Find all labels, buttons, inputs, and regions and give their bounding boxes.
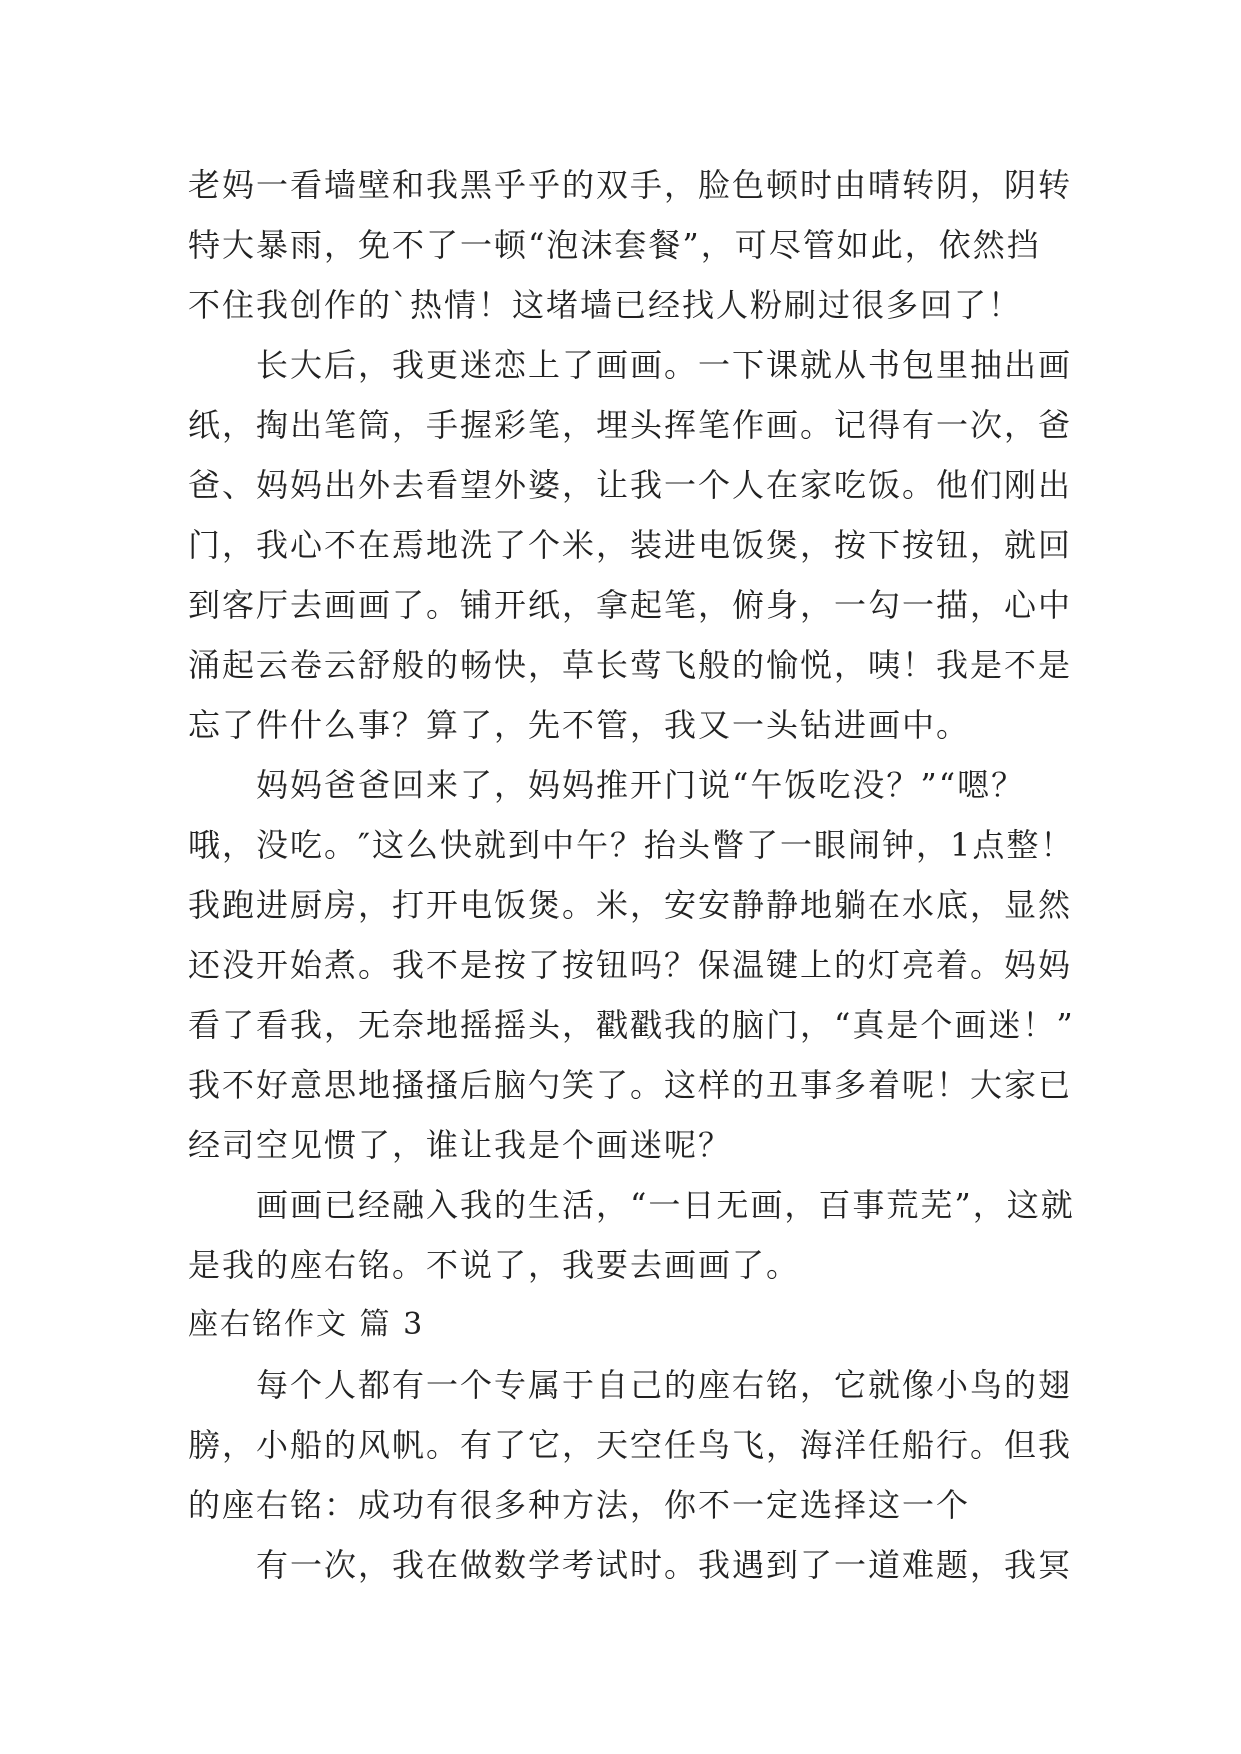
text-line: 老妈一看墙壁和我黑乎乎的双手，脸色顿时由晴转阴，阴转 xyxy=(188,166,1073,204)
text-line: 忘了件什么事？算了，先不管，我又一头钻进画中。 xyxy=(188,706,971,744)
paragraph-start-line: 有一次，我在做数学考试时。我遇到了一道难题，我冥 xyxy=(256,1546,1073,1584)
text-line: 到客厅去画画了。铺开纸，拿起笔，俯身，一勾一描，心中 xyxy=(188,586,1073,624)
text-line: 我跑进厨房，打开电饭煲。米，安安静静地躺在水底，显然 xyxy=(188,886,1073,924)
text-line: 特大暴雨，免不了一顿“泡沫套餐”，可尽管如此，依然挡 xyxy=(188,226,1041,264)
text-line: 爸、妈妈出外去看望外婆，让我一个人在家吃饭。他们刚出 xyxy=(188,466,1073,504)
text-line: 是我的座右铭。不说了，我要去画画了。 xyxy=(188,1246,801,1284)
text-line: 我不好意思地搔搔后脑勺笑了。这样的丑事多着呢！大家已 xyxy=(188,1066,1073,1104)
document-body xyxy=(188,155,1075,1595)
text-line: 哦，没吃。″这么快就到中午？抬头瞥了一眼闹钟，1点整！ xyxy=(188,826,1075,864)
paragraph-start-line: 每个人都有一个专属于自己的座右铭，它就像小鸟的翅 xyxy=(256,1366,1073,1404)
text-line: 经司空见惯了，谁让我是个画迷呢？ xyxy=(188,1126,733,1164)
paragraph-start-line: 画画已经融入我的生活，“一日无画，百事荒芜”，这就 xyxy=(256,1186,1075,1224)
text-line: 看了看我，无奈地摇摇头，戳戳我的脑门，“真是个画迷！” xyxy=(188,1006,1075,1044)
paragraph-start-line: 妈妈爸爸回来了，妈妈推开门说“午饭吃没？”“嗯？ xyxy=(256,766,1026,804)
text-line: 涌起云卷云舒般的畅快，草长莺飞般的愉悦，咦！我是不是 xyxy=(188,646,1073,684)
text-line: 膀，小船的风帆。有了它，天空任鸟飞，海洋任船行。但我 xyxy=(188,1426,1073,1464)
paragraph-start-line: 长大后，我更迷恋上了画画。一下课就从书包里抽出画 xyxy=(256,346,1073,384)
text-line: 门，我心不在焉地洗了个米，装进电饭煲，按下按钮，就回 xyxy=(188,526,1073,564)
text-line: 纸，掏出笔筒，手握彩笔，埋头挥笔作画。记得有一次，爸 xyxy=(188,406,1073,444)
section-heading: 座右铭作文 篇 3 xyxy=(188,1307,425,1342)
text-line: 不住我创作的`热情！这堵墙已经找人粉刷过很多回了！ xyxy=(188,286,1023,324)
text-line: 还没开始煮。我不是按了按钮吗？保温键上的灯亮着。妈妈 xyxy=(188,946,1073,984)
text-line: 的座右铭：成功有很多种方法，你不一定选择这一个 xyxy=(188,1486,971,1524)
